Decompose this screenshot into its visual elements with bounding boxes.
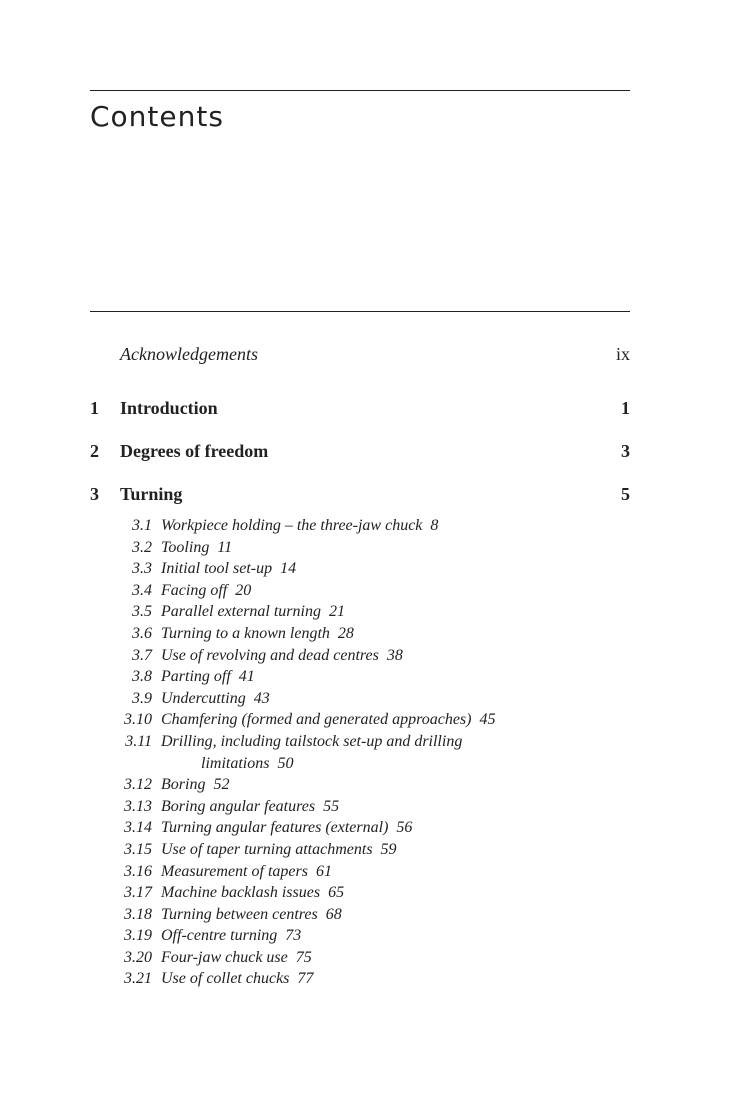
section-page: 43 bbox=[253, 689, 270, 707]
section-page: 8 bbox=[430, 517, 439, 534]
section-number: 3.4 bbox=[132, 581, 152, 599]
chapter-number: 1 bbox=[90, 398, 99, 418]
toc-section-3-12[interactable] bbox=[90, 774, 630, 796]
section-number: 3.5 bbox=[132, 603, 152, 621]
toc-section-3-9[interactable] bbox=[90, 688, 630, 710]
section-page: 21 bbox=[328, 603, 345, 621]
section-title-continued: limitations bbox=[201, 754, 270, 772]
chapter-title: Introduction bbox=[120, 398, 218, 418]
section-number: 3.3 bbox=[132, 560, 152, 578]
section-title: Turning angular features (external) bbox=[161, 819, 389, 837]
toc-section-3-14[interactable] bbox=[90, 817, 630, 839]
section-page: 41 bbox=[238, 668, 255, 686]
toc-entry-acknowledgements[interactable] bbox=[90, 342, 630, 366]
section-title: Measurement of tapers bbox=[161, 862, 308, 880]
top-rule bbox=[90, 90, 630, 91]
section-number: 3.17 bbox=[124, 884, 152, 902]
section-title: Use of revolving and dead centres bbox=[161, 646, 379, 664]
toc-section-3-16[interactable] bbox=[90, 861, 630, 883]
toc-section-3-17[interactable] bbox=[90, 882, 630, 904]
toc-section-3-8[interactable] bbox=[90, 666, 630, 688]
chapter-page: 1 bbox=[621, 398, 630, 418]
section-page: 55 bbox=[323, 797, 340, 815]
section-number: 3.20 bbox=[124, 948, 152, 966]
section-number: 3.14 bbox=[124, 819, 152, 837]
section-rule bbox=[90, 311, 630, 312]
section-title: Chamfering (formed and generated approaches) bbox=[161, 711, 472, 729]
toc-section-3-15[interactable] bbox=[90, 839, 630, 861]
section-title: Machine backlash issues bbox=[161, 884, 321, 902]
page-title: Contents bbox=[90, 100, 224, 133]
section-page: 28 bbox=[337, 624, 354, 642]
section-page: 20 bbox=[235, 581, 252, 599]
section-page: 45 bbox=[479, 711, 496, 729]
section-page: 77 bbox=[297, 970, 314, 988]
section-number: 3.12 bbox=[124, 776, 152, 794]
toc-chapter-3[interactable] bbox=[90, 482, 630, 506]
section-title: Off-centre turning bbox=[161, 927, 278, 945]
chapter-page: 3 bbox=[621, 441, 630, 461]
section-number: 3.13 bbox=[124, 797, 152, 815]
section-number: 3.1 bbox=[132, 517, 152, 534]
section-page: 59 bbox=[380, 840, 397, 858]
section-number: 3.21 bbox=[124, 970, 152, 988]
toc-section-3-11[interactable] bbox=[90, 731, 630, 774]
section-page: 52 bbox=[213, 776, 230, 794]
section-title: Four-jaw chuck use bbox=[161, 948, 288, 966]
toc-section-3-3[interactable] bbox=[90, 558, 630, 580]
section-page: 56 bbox=[396, 819, 413, 837]
section-title: Use of taper turning attachments bbox=[161, 840, 373, 858]
section-number: 3.2 bbox=[132, 538, 152, 556]
section-number: 3.7 bbox=[132, 646, 152, 664]
chapter-number: 3 bbox=[90, 484, 99, 504]
chapter-title: Turning bbox=[120, 484, 183, 504]
section-page: 50 bbox=[277, 754, 294, 772]
toc-section-3-20[interactable] bbox=[90, 947, 630, 969]
section-number: 3.6 bbox=[132, 624, 152, 642]
toc-entry-title: Acknowledgements bbox=[120, 344, 258, 364]
section-page: 65 bbox=[328, 884, 345, 902]
section-page: 38 bbox=[386, 646, 403, 664]
section-number: 3.11 bbox=[125, 732, 152, 750]
section-list bbox=[90, 515, 630, 990]
section-title: Tooling bbox=[161, 538, 210, 556]
section-number: 3.19 bbox=[124, 927, 152, 945]
toc-section-3-13[interactable] bbox=[90, 796, 630, 818]
toc-section-3-10[interactable] bbox=[90, 709, 630, 731]
toc-section-3-2[interactable] bbox=[90, 537, 630, 559]
chapter-page: 5 bbox=[621, 484, 630, 504]
section-title: Workpiece holding – the three-jaw chuck bbox=[161, 517, 423, 534]
section-page: 75 bbox=[295, 948, 312, 966]
section-title: Undercutting bbox=[161, 689, 246, 707]
section-title: Parting off bbox=[161, 668, 231, 686]
section-title: Initial tool set-up bbox=[161, 560, 273, 578]
section-number: 3.18 bbox=[124, 905, 152, 923]
section-page: 68 bbox=[325, 905, 342, 923]
section-title: Use of collet chucks bbox=[161, 970, 290, 988]
toc-section-3-6[interactable] bbox=[90, 623, 630, 645]
toc-section-3-5[interactable] bbox=[90, 601, 630, 623]
toc-section-3-21[interactable] bbox=[90, 968, 630, 990]
toc-entry-page: ix bbox=[615, 344, 630, 364]
section-page: 11 bbox=[217, 538, 233, 556]
toc-chapter-1[interactable] bbox=[90, 396, 630, 420]
section-page: 61 bbox=[315, 862, 332, 880]
toc-section-3-19[interactable] bbox=[90, 925, 630, 947]
section-page: 73 bbox=[285, 927, 302, 945]
toc-section-3-7[interactable] bbox=[90, 645, 630, 667]
section-title: Boring bbox=[161, 776, 206, 794]
section-number: 3.15 bbox=[124, 840, 152, 858]
section-title: Boring angular features bbox=[161, 797, 316, 815]
toc-section-3-4[interactable] bbox=[90, 580, 630, 602]
section-number: 3.8 bbox=[132, 668, 152, 686]
chapter-title: Degrees of freedom bbox=[120, 441, 269, 461]
section-number: 3.9 bbox=[132, 689, 152, 707]
section-title: Turning between centres bbox=[161, 905, 318, 923]
section-title: Facing off bbox=[161, 581, 228, 599]
toc-section-3-1[interactable] bbox=[90, 515, 630, 537]
section-title: Parallel external turning bbox=[161, 603, 321, 621]
section-page: 14 bbox=[280, 560, 297, 578]
section-number: 3.16 bbox=[124, 862, 152, 880]
chapter-number: 2 bbox=[90, 441, 99, 461]
toc-chapter-2[interactable] bbox=[90, 439, 630, 463]
section-title: Turning to a known length bbox=[161, 624, 330, 642]
section-number: 3.10 bbox=[124, 711, 152, 729]
toc-section-3-18[interactable] bbox=[90, 904, 630, 926]
section-title: Drilling, including tailstock set-up and drilling bbox=[161, 732, 463, 750]
